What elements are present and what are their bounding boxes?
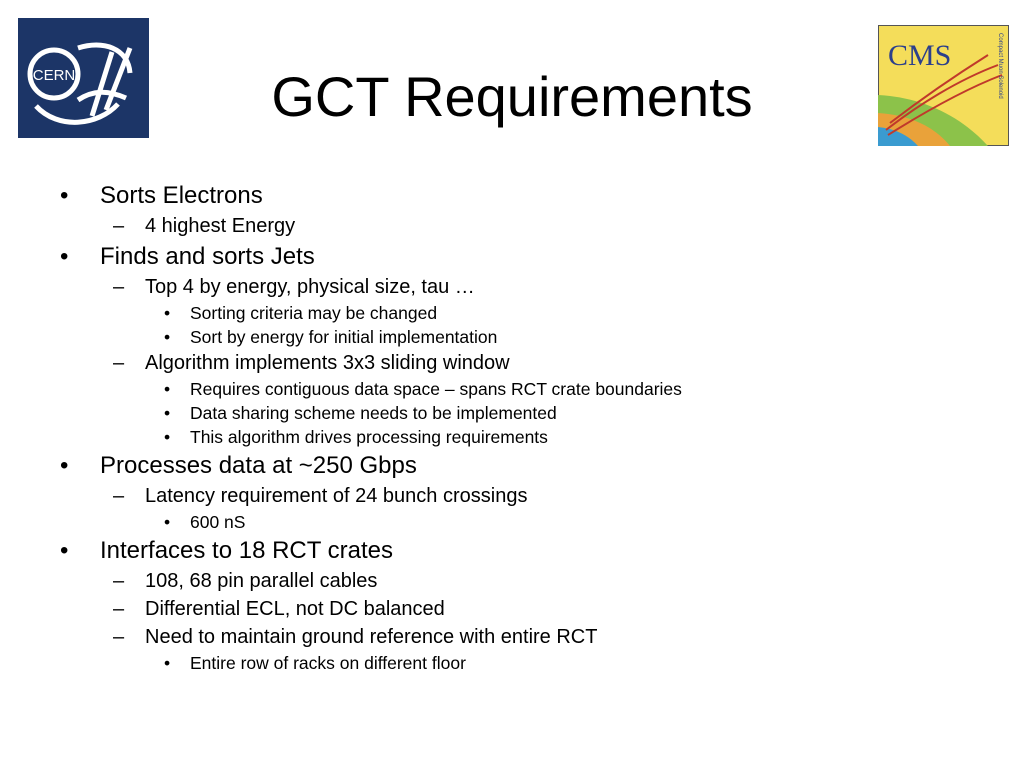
bullet-text: 600 nS xyxy=(190,512,246,532)
bullet-text: Latency requirement of 24 bunch crossings xyxy=(145,485,528,507)
bullet-item-level-3 xyxy=(0,378,1024,400)
bullet-item-level-3 xyxy=(0,426,1024,448)
bullet-item-level-3 xyxy=(0,302,1024,324)
bullet-item-level-2 xyxy=(0,213,1024,239)
bullet-item-level-1 xyxy=(0,451,1024,481)
bullet-marker: • xyxy=(60,243,69,270)
bullet-item-level-1 xyxy=(0,181,1024,211)
bullet-text: Finds and sorts Jets xyxy=(100,243,315,270)
bullet-text: Interfaces to 18 RCT crates xyxy=(100,537,394,564)
bullet-text: 4 highest Energy xyxy=(145,215,296,237)
bullet-item-level-1 xyxy=(0,536,1024,566)
bullet-text: Differential ECL, not DC balanced xyxy=(145,598,445,620)
bullet-item-level-3 xyxy=(0,326,1024,348)
bullet-item-level-2 xyxy=(0,624,1024,650)
bullet-item-level-2 xyxy=(0,350,1024,376)
bullet-text: Top 4 by energy, physical size, tau … xyxy=(145,276,475,298)
bullet-marker: – xyxy=(113,598,125,620)
bullet-marker: • xyxy=(60,182,69,209)
bullet-marker: • xyxy=(164,512,171,532)
bullet-marker: • xyxy=(164,379,171,399)
bullet-text: Requires contiguous data space – spans RCT crate boundaries xyxy=(190,379,682,399)
bullet-list xyxy=(0,178,1024,674)
slide-title: GCT Requirements xyxy=(271,65,753,128)
bullet-text: Need to maintain ground reference with entire RCT xyxy=(145,626,598,648)
bullet-item-level-2 xyxy=(0,568,1024,594)
bullet-marker: • xyxy=(164,427,171,447)
cms-logo-graphic xyxy=(878,25,1009,146)
bullet-marker: – xyxy=(113,215,125,237)
bullet-marker: – xyxy=(113,485,125,507)
bullet-text: 108, 68 pin parallel cables xyxy=(145,570,378,592)
bullet-item-level-3 xyxy=(0,511,1024,533)
bullet-marker: • xyxy=(164,327,171,347)
cms-logo xyxy=(878,25,1009,146)
cern-logo-text: CERN xyxy=(32,67,76,84)
bullet-item-level-3 xyxy=(0,652,1024,674)
bullet-text: Sorting criteria may be changed xyxy=(190,303,438,323)
bullet-item-level-1 xyxy=(0,242,1024,272)
bullet-marker: • xyxy=(164,653,171,673)
bullet-marker: • xyxy=(164,403,171,423)
bullet-text: Entire row of racks on different floor xyxy=(190,653,466,673)
bullet-marker: – xyxy=(113,570,125,592)
cms-logo-subtext: Compact Muon Solenoid xyxy=(997,33,1003,99)
bullet-item-level-3 xyxy=(0,402,1024,424)
bullet-text: Sort by energy for initial implementation xyxy=(190,327,498,347)
bullet-text: This algorithm drives processing requirements xyxy=(190,427,548,447)
bullet-item-level-2 xyxy=(0,596,1024,622)
bullet-marker: – xyxy=(113,626,125,648)
bullet-marker: – xyxy=(113,352,125,374)
bullet-marker: • xyxy=(60,452,69,479)
bullet-text: Sorts Electrons xyxy=(100,182,263,209)
bullet-item-level-2 xyxy=(0,274,1024,300)
bullet-text: Processes data at ~250 Gbps xyxy=(100,452,417,479)
bullet-marker: – xyxy=(113,276,125,298)
bullet-text: Data sharing scheme needs to be implemented xyxy=(190,403,557,423)
cms-logo-text: CMS xyxy=(888,39,952,72)
bullet-text: Algorithm implements 3x3 sliding window xyxy=(145,352,510,374)
bullet-marker: • xyxy=(164,303,171,323)
bullet-item-level-2 xyxy=(0,483,1024,509)
bullet-marker: • xyxy=(60,537,69,564)
